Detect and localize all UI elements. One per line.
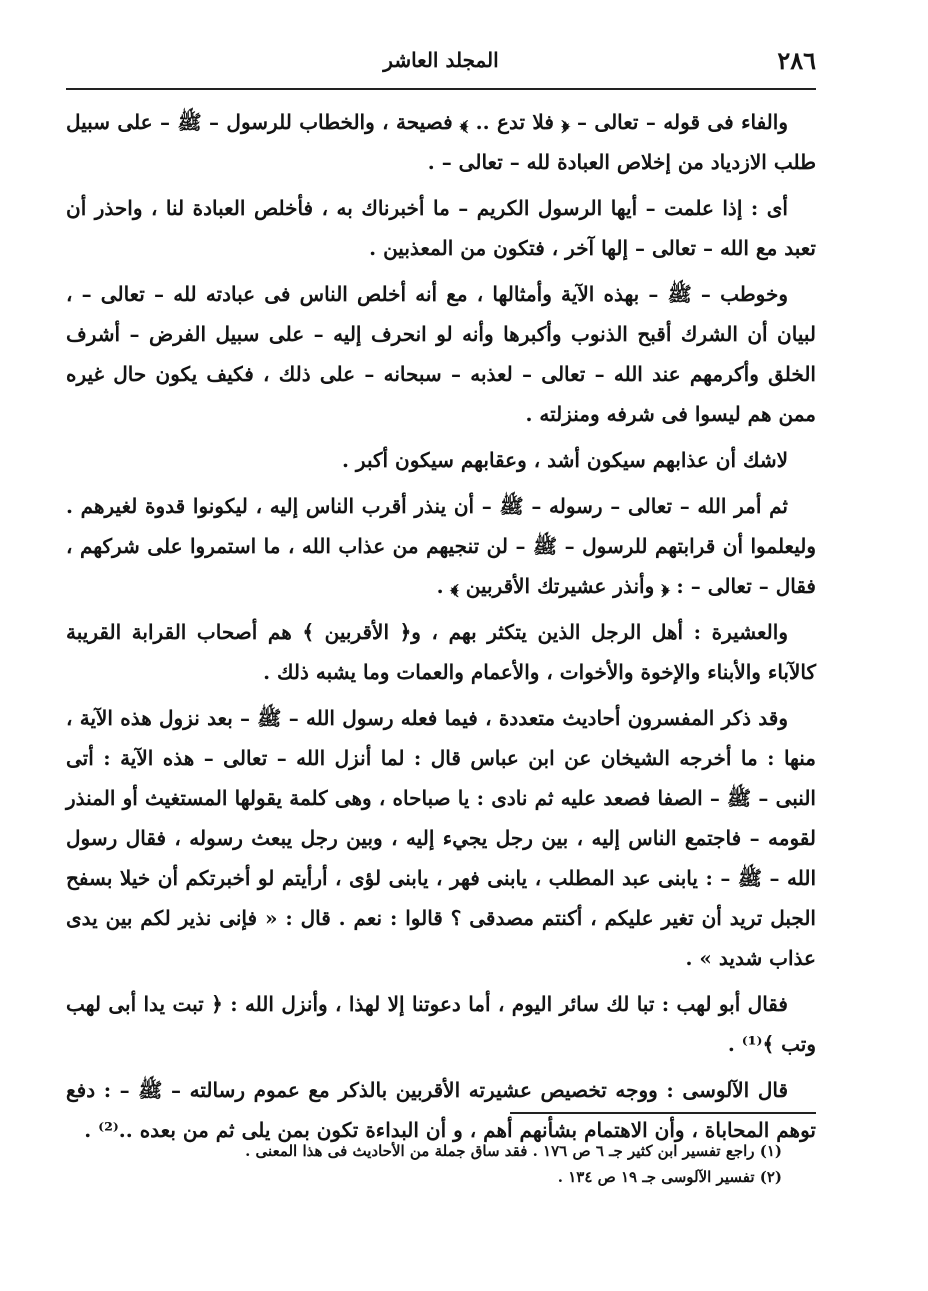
footnote-1: (١) راجع تفسير ابن كثير جـ ٦ ص ١٧٦ . فقد ساق جملة من الأحاديث فى هذا المعنى .	[245, 1142, 782, 1160]
running-title: المجلد العاشر	[383, 48, 499, 72]
paragraph: ثم أمر الله – تعالى – رسوله – ﷺ – أن ينذر أقرب الناس إليه ، ليكونوا قدوة لغيرهم . وليعلموا أن قرابتهم للرسول – ﷺ – لن تنجيهم من عذاب الله ، ما استمروا على شركهم ، فقال – تعالى – : ﴿ وأنذر عشيرتك الأقربين ﴾ .	[66, 494, 816, 598]
main-text	[66, 102, 816, 1156]
paragraph: أى : إذا علمت – أيها الرسول الكريم – ما أخبرناك به ، فأخلص العبادة لنا ، واحذر أن تعبد مع الله – تعالى – إلها آخر ، فتكون من المعذبين .	[66, 196, 816, 260]
paragraph: قال الآلوسى : ووجه تخصيص عشيرته الأقربين بالذكر مع عموم رسالته – ﷺ – : دفع توهم المحاباة ، وأن الاهتمام بشأنهم أهم ، و أن البداءة تكون بمن يلى ثم من بعده ..⁽²⁾ .	[66, 1078, 816, 1142]
paragraph: فقال أبو لهب : تبا لك سائر اليوم ، أما دعوتنا إلا لهذا ، وأنزل الله : ﴿ تبت يدا أبى لهب وتب ﴾⁽¹⁾ .	[66, 992, 816, 1056]
footnote-2: (٢) تفسير الآلوسى جـ ١٩ ص ١٣٤ .	[557, 1168, 782, 1186]
footnote-divider	[510, 1112, 816, 1114]
paragraph: لاشك أن عذابهم سيكون أشد ، وعقابهم سيكون أكبر .	[341, 448, 788, 472]
page-number: ٢٨٦	[777, 46, 816, 75]
paragraph: وقد ذكر المفسرون أحاديث متعددة ، فيما فعله رسول الله – ﷺ – بعد نزول هذه الآية ، منها : ما أخرجه الشيخان عن ابن عباس قال : لما أنزل الله – تعالى – هذه الآية : أتى النبى – ﷺ – الصفا فصعد عليه ثم نادى : يا صباحاه ، وهى كلمة يقولها المستغيث أو المنذر لقومه – فاجتمع الناس إليه ، بين رجل يجيء إليه ، وبين رجل يبعث رسوله ، فقال رسول الله – ﷺ – : يابنى عبد المطلب ، يابنى فهر ، يابنى لؤى ، أرأيتم لو أخبرتكم أن خيلا بسفح الجبل تريد أن تغير عليكم ، أكنتم مصدقى ؟ قالوا : نعم . قال : « فإنى نذير لكم بين يدى عذاب شديد » .	[66, 706, 816, 970]
footnotes	[66, 1138, 782, 1190]
page-header	[66, 44, 816, 84]
paragraph: والفاء فى قوله – تعالى – ﴿ فلا تدع .. ﴾ فصيحة ، والخطاب للرسول – ﷺ – على سبيل طلب الازدياد من إخلاص العبادة لله – تعالى – .	[66, 110, 816, 174]
paragraph: وخوطب – ﷺ – بهذه الآية وأمثالها ، مع أنه أخلص الناس فى عبادته لله – تعالى – ، لبيان أن الشرك أقبح الذنوب وأكبرها وأنه لو انحرف إليه – على سبيل الفرض – أشرف الخلق وأكرمهم عند الله – تعالى – لعذبه – سبحانه – على ذلك ، فكيف يكون حال غيره ممن هم ليسوا فى شرفه ومنزلته .	[66, 282, 816, 426]
header-divider	[66, 88, 816, 90]
paragraph: والعشيرة : أهل الرجل الذين يتكثر بهم ، و﴿ الأقربين ﴾ هم أصحاب القرابة القريبة كالآباء والأبناء والإخوة والأخوات ، والأعمام والعمات وما يشبه ذلك .	[66, 620, 816, 684]
